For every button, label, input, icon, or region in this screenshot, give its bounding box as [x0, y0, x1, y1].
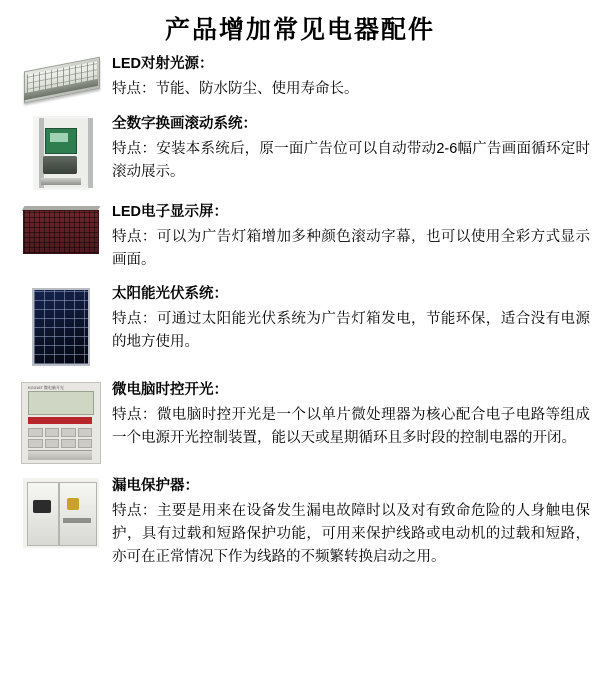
text-cell	[104, 378, 590, 450]
leakage-protector-image	[23, 478, 99, 548]
item-description: 特点：可以为广告灯箱增加多种颜色滚动字幕，也可以使用全彩方式显示画面。	[112, 228, 590, 268]
item-title: LED电子显示屏：	[112, 204, 228, 220]
microcomputer-timer-image	[21, 382, 101, 464]
item-title: 漏电保护器：	[112, 478, 199, 495]
list-item	[18, 112, 590, 190]
thumbnail-cell	[18, 282, 104, 368]
item-description: 特点：节能、防水防尘、使用寿命长。	[112, 80, 359, 97]
led-bar-light-image	[22, 56, 100, 102]
timer-device-label: KG316T 微电脑开光	[28, 385, 64, 391]
list-item	[18, 52, 590, 102]
list-item	[18, 200, 590, 272]
page-title: 产品增加常见电器配件	[164, 17, 435, 44]
thumbnail-cell	[18, 200, 104, 258]
item-description: 特点：主要是用来在设备发生漏电故障时以及对有致命危险的人身触电保护，具有过载和短路保护功能，可用来保护线路或电动机的过载和短路，亦可在正常情况下作为线路的不频繁转换启动之用。	[112, 502, 590, 566]
item-description: 特点：安装本系统后，原一面广告位可以自动带动2-6幅广告画面循环定时滚动展示。	[112, 140, 590, 180]
list-item	[18, 474, 590, 569]
text-cell	[104, 52, 590, 101]
text-cell	[104, 282, 590, 354]
product-accessory-list	[0, 52, 600, 569]
item-title: 微电脑时控开光：	[112, 382, 228, 399]
thumbnail-cell	[18, 474, 104, 548]
scrolling-system-image	[33, 116, 89, 190]
thumbnail-cell	[18, 112, 104, 190]
thumbnail-cell	[18, 378, 104, 464]
item-title: 太阳能光伏系统：	[112, 286, 228, 303]
text-cell	[104, 474, 590, 569]
text-cell	[104, 200, 590, 272]
item-title: 全数字换画滚动系统：	[112, 116, 257, 132]
item-description: 特点：微电脑时控开光是一个以单片微处理器为核心配合电子电路等组成一个电源开光控制装置，能以天或星期循环且多时段的控制电器的开闭。	[112, 406, 590, 447]
item-description: 特点：可通过太阳能光伏系统为广告灯箱发电，节能环保，适合没有电源的地方使用。	[112, 310, 590, 351]
list-item	[18, 282, 590, 368]
thumbnail-cell	[18, 52, 104, 102]
solar-panel-image	[30, 286, 92, 368]
led-display-module-image	[21, 204, 101, 258]
text-cell	[104, 112, 590, 184]
item-title: LED对射光源：	[112, 56, 214, 72]
list-item	[18, 378, 590, 464]
